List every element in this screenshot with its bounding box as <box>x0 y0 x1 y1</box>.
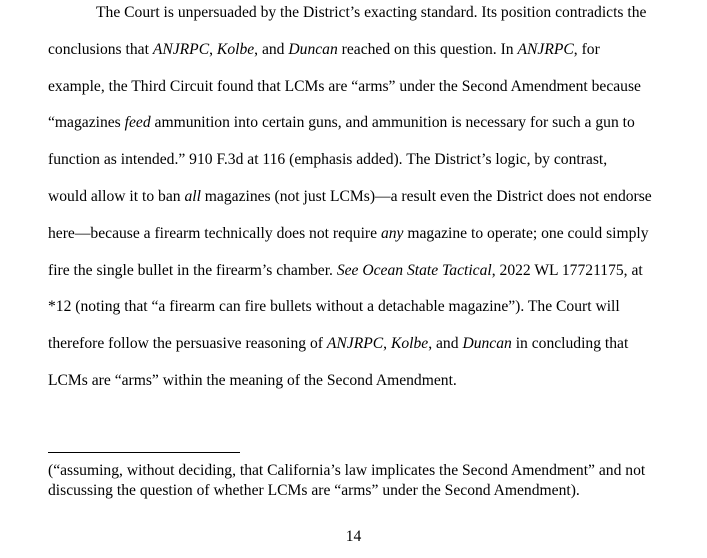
text-run: in concluding that <box>511 335 629 352</box>
footnote-line: (“assuming, without deciding, that California’s law implicates the Second Amendment” and not <box>48 462 646 479</box>
italic-text: any <box>380 225 404 242</box>
body-line <box>48 225 649 243</box>
italic-text: all <box>184 188 201 205</box>
text-run: , <box>383 335 391 352</box>
body-line <box>48 335 628 353</box>
body-line <box>48 298 620 316</box>
text-run: magazines (not just LCMs)—a result even the District does not endorse <box>200 188 652 205</box>
text-run: , and <box>428 335 463 352</box>
italic-text: ANJRPC <box>152 41 210 58</box>
text-run: conclusions that <box>48 41 153 58</box>
text-run: therefore follow the persuasive reasoning of <box>48 335 327 352</box>
body-line <box>48 262 643 280</box>
text-run: reached on this question. In <box>337 41 518 58</box>
footnote-line: discussing the question of whether LCMs are “arms” under the Second Amendment). <box>48 482 580 499</box>
text-run: The Court is unpersuaded by the District’s exacting standard. Its position contradicts the <box>96 4 647 21</box>
italic-text: See Ocean State Tactical <box>336 262 492 279</box>
text-run: here—because a firearm technically does not require <box>48 225 381 242</box>
italic-text: feed <box>124 114 151 131</box>
italic-text: Duncan <box>462 335 512 352</box>
body-line <box>48 151 607 169</box>
footnote-separator <box>48 452 240 453</box>
italic-text: ANJRPC <box>326 335 384 352</box>
text-run: example, the Third Circuit found that LCMs are “arms” under the Second Amendment because <box>48 78 641 95</box>
text-run: would allow it to ban <box>48 188 185 205</box>
text-run: function as intended.” 910 F.3d at 116 (emphasis added). The District’s logic, by contrast, <box>48 151 608 168</box>
italic-text: ANJRPC <box>517 41 574 58</box>
text-run: ammunition into certain guns, and ammunition is necessary for such a gun to <box>150 114 635 131</box>
text-run: LCMs are “arms” within the meaning of the Second Amendment. <box>48 372 457 389</box>
text-run: , for <box>573 41 600 58</box>
page-number: 14 <box>345 528 362 545</box>
italic-text: Kolbe <box>216 41 255 58</box>
text-run: “magazines <box>48 114 125 131</box>
body-line <box>48 41 600 59</box>
italic-text: Kolbe <box>390 335 429 352</box>
text-run: fire the single bullet in the firearm’s chamber. <box>48 262 337 279</box>
text-run: *12 (noting that “a firearm can fire bullets without a detachable magazine”). The Court will <box>48 298 620 315</box>
text-run: , <box>209 41 217 58</box>
italic-text: Duncan <box>288 41 338 58</box>
body-line <box>48 114 635 132</box>
body-line <box>48 188 652 206</box>
text-run: , and <box>254 41 289 58</box>
body-line <box>96 4 646 22</box>
text-run: , 2022 WL 17721175, at <box>491 262 643 279</box>
body-line <box>48 372 457 390</box>
text-run: magazine to operate; one could simply <box>403 225 649 242</box>
body-line <box>48 78 641 96</box>
